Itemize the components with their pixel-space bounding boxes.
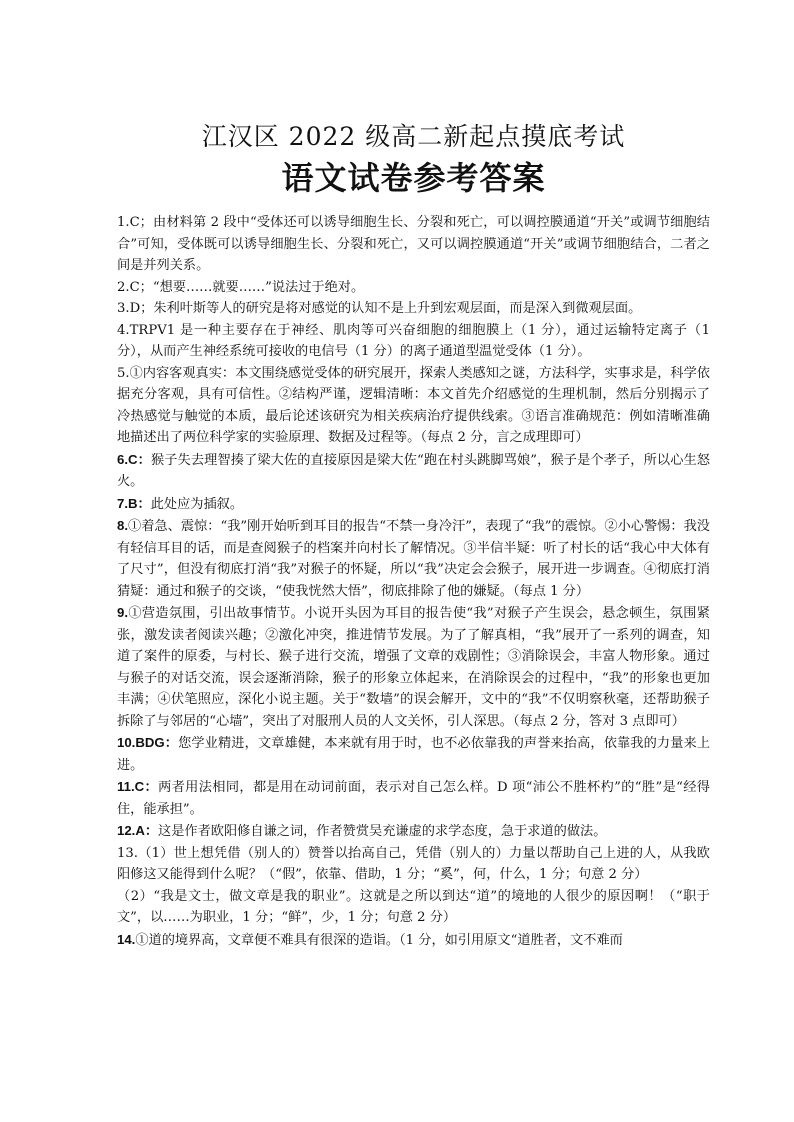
answer-text: 此处应为插叙。 <box>150 496 244 512</box>
answer-text: ①道的境界高，文章便不难具有很深的造诣。（1 分，如引用原文“道胜者，文不难而 <box>135 932 623 948</box>
answer-number: 13. <box>117 845 138 861</box>
answer-item <box>117 886 710 929</box>
answer-list <box>117 212 710 951</box>
answer-item <box>117 776 710 820</box>
answer-text: ①着急、震惊：“我”刚开始听到耳目的报告“不禁一身冷汗”，表现了“我”的震惊。②小心警惕：我没有轻信耳目的话，而是查阅猴子的档案并向村长了解情况。③半信半疑：听了村长的话“我心中大体有了尺寸”，但没有彻底打消“我”对猴子的怀疑，所以“我”决定会会猴子，展开进一步调查。④彻底打消猜疑：通过和猴子的交谈，“使我恍然大悟”，彻底排除了他的嫌疑。（每点 1 分） <box>117 519 710 599</box>
answer-number: 14. <box>117 931 136 947</box>
answer-item <box>117 843 710 886</box>
answer-number: 11.C： <box>117 779 159 794</box>
answer-number: 5. <box>117 365 130 381</box>
answer-item <box>117 277 710 299</box>
answer-text: 朱利叶斯等人的研究是将对感觉的认知不是上升到宏观层面，而是深入到微观层面。 <box>153 301 642 316</box>
answer-item <box>117 449 710 493</box>
answer-number: 8. <box>117 518 128 533</box>
answer-number: 2.C； <box>117 279 153 295</box>
answer-number: 3.D； <box>117 301 154 316</box>
answer-text: ①内容客观真实：本文围绕感觉受体的研究展开，探索人类感知之谜，方法科学，实事求是，科学依据充分客观，具有可信性。②结构严谨，逻辑清晰：本文首先介绍感觉的生理机制，然后分别揭示了冷热感觉与触觉的本质，最后论述该研究为相关疾病治疗提供线索。③语言准确规范：例如清晰准确地描述出了两位科学家的实验原理、数据及过程等。（每点 2 分，言之成理即可） <box>117 365 710 445</box>
answer-text: “想要……就要……”说法过于绝对。 <box>152 279 365 295</box>
answer-item <box>117 493 710 516</box>
answer-item <box>117 363 710 449</box>
answer-text: 猴子失去理智揍了梁大佐的直接原因是梁大佐“跑在村头跳脚骂娘”，猴子是个孝子，所以心生怒火。 <box>117 452 710 489</box>
answer-text: ①营造氛围，引出故事情节。小说开头因为耳目的报告使“我”对猴子产生误会，悬念顿生，氛围紧张，激发读者阅读兴趣；②激化冲突，推进情节发展。为了了解真相，“我”展开了一系列的调查，知道了案件的原委，与村长、猴子进行交流，增强了文章的戏剧性；③消除误会，丰富人物形象。通过与猴子的对话交流，误会逐渐消除，猴子的形象立体起来，在消除误会的过程中，“我”的形象也更加丰满；④伏笔照应，深化小说主题。关于“数墙”的误会解开，文中的“我”不仅明察秋毫，还帮助猴子拆除了与邻居的“心墙”，突出了对服刑人员的人文关怀，引人深思。（每点 2 分，答对 3 点即可） <box>117 606 710 729</box>
answer-text: 这是作者欧阳修自谦之词，作者赞赏吴充谦虚的求学态度，急于求道的做法。 <box>158 824 607 839</box>
answer-text: 由材料第 2 段中“受体还可以诱导细胞生长、分裂和死亡，可以调控膜通道“开关”或调节细胞结合”可知，受体既可以诱导细胞生长、分裂和死亡，又可以调控膜通道“开关”或调节细胞结合，二者之间是并列关系。 <box>117 215 710 273</box>
answer-number: 1.C； <box>117 215 153 230</box>
answer-number: 6.C： <box>117 451 151 467</box>
answer-text: 您学业精进，文章雄健，本来就有用于时，也不必依靠我的声誉来抬高，依靠我的力量来上进。 <box>117 736 711 773</box>
answer-item <box>117 929 710 952</box>
answer-item <box>117 320 710 363</box>
answer-number: 4. <box>117 322 130 338</box>
answer-text: TRPV1 是一种主要存在于神经、肌肉等可兴奋细胞的细胞膜上（1 分），通过运输特定离子（1 分），从而产生神经系统可接收的电信号（1 分）的离子通道型温觉受体（1 分）。 <box>117 322 710 359</box>
answer-item <box>117 212 710 277</box>
exam-title: 江汉区 2022 级高二新起点摸底考试 <box>201 122 626 151</box>
answer-item <box>117 515 710 602</box>
answer-item <box>117 602 710 732</box>
answer-number: 7.B： <box>117 495 151 511</box>
answer-number: 9. <box>117 605 128 620</box>
answer-number: 12.A： <box>117 823 159 838</box>
answer-item <box>117 820 710 843</box>
answer-item <box>117 732 710 776</box>
answer-text: （2）“我是文士，做文章是我的职业”。这就是之所以到达“道”的境地的人很少的原因啊！（“职于文”，以……为职业，1 分；“鲜”，少，1 分；句意 2 分） <box>117 888 710 925</box>
answer-text: 两者用法相同，都是用在动词前面，表示对自己怎么样。D 项“沛公不胜杯杓”的“胜”是“经得住，能承担”。 <box>117 780 710 817</box>
answer-key-title: 语文试卷参考答案 <box>281 159 546 197</box>
answer-number: 10.BDG： <box>117 735 179 750</box>
answer-text: （1）世上想凭借（别人的）赞誉以抬高自己，凭借（别人的）力量以帮助自己上进的人，从我欧阳修这又能得到什么呢？（“假”，依靠、借助，1 分；“奚”，何，什么，1 分；句意 2 分） <box>117 845 710 882</box>
answer-item <box>117 298 710 320</box>
